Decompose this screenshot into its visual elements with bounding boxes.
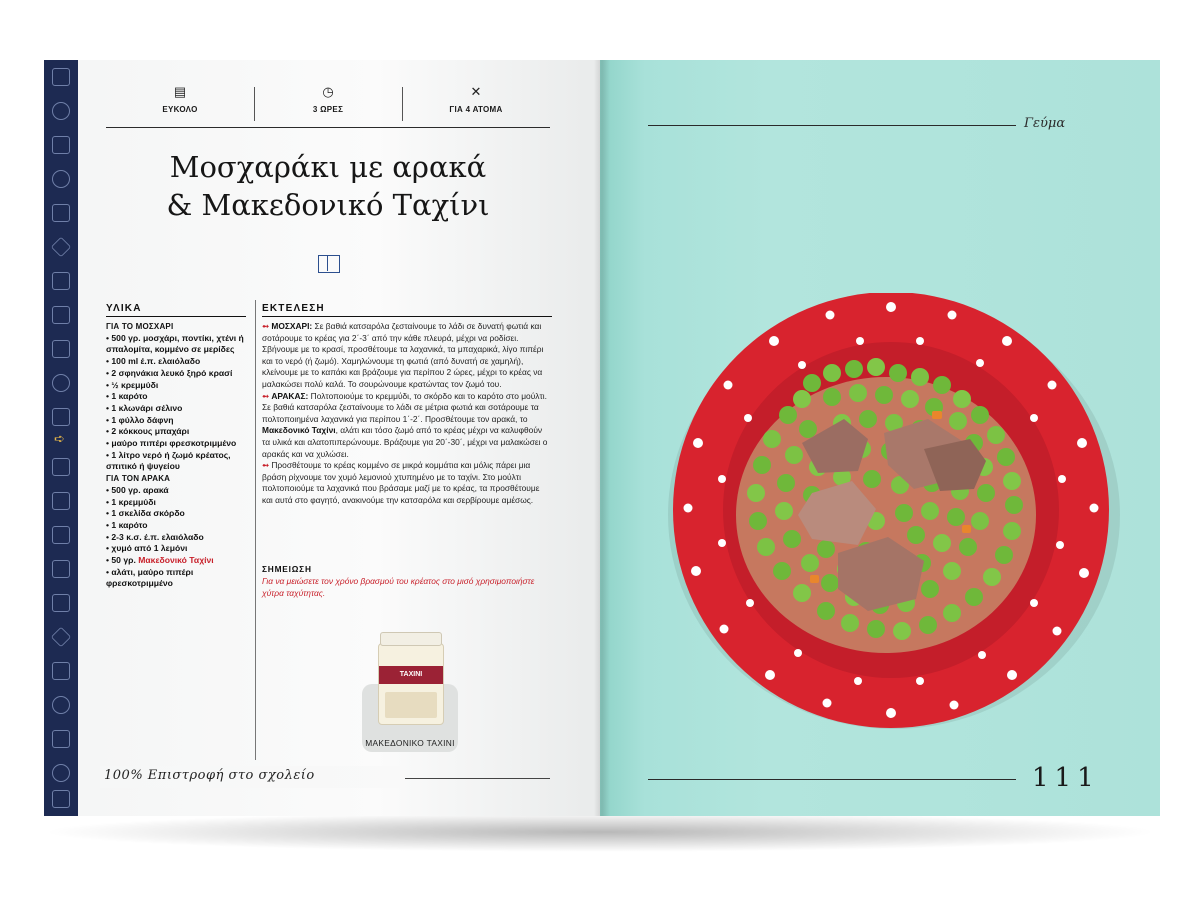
notebook-icon [52,492,70,510]
tahini-inline: Μακεδονικό Ταχίνι [262,425,336,436]
ingredient-item: • 100 ml έ.π. ελαιόλαδο [106,356,201,367]
difficulty-cell [106,83,254,125]
ingredient-item: • 500 γρ. αρακά [106,484,169,495]
arrow-icon: ➻ [262,460,270,471]
current-chapter-arrow-icon: ➪ [54,431,65,446]
execution-heading: ΕΚΤΕΛΕΣΗ [262,303,552,317]
ingredient-item: • 1 φύλλο δάφνη [106,414,174,425]
title-line-1: Μοσχαράκι με αρακά [169,150,487,184]
note-heading: ΣΗΜΕΙΩΣΗ [262,564,312,574]
apple-icon [52,374,70,392]
recipe-title [106,148,550,224]
graduation-cap-icon [52,204,70,222]
step-text: , αλάτι και τόσο ζωμό από το κρέας μέχρι να καλυφθούν τα υλικά και αλατοπιπερώνουμε. Βράζουμε για 20΄-30΄, μέχρι να μαλακώσει ο αρακάς και να χυλώσει. [262,425,548,459]
ingredient-item: • 2 σφηνάκια λευκό ξηρό κρασί [106,367,233,378]
ingredients-group-heading: ΓΙΑ ΤΟΝ ΑΡΑΚΑ [106,474,171,484]
oven-icon: ▤ [173,84,187,99]
cutlery-icon: ✕ [470,84,482,99]
chapter-sidebar [44,60,78,816]
column-divider [255,300,256,760]
ingredients-list [106,321,254,590]
ingredient-item-tahini [106,555,254,567]
book-icon [52,594,70,612]
notebook-icon [52,272,70,290]
recipe-meta-row [106,83,550,128]
plate-photo [662,293,1122,729]
time-label: 3 ΩΡΕΣ [312,105,344,114]
jar-label-text: ΤΑΧΙΝΙ [399,671,423,678]
board-icon [52,340,70,358]
ingredient-item: • 2-3 κ.σ. έ.π. ελαιόλαδο [106,531,204,542]
page-shadow [40,812,1160,852]
calendar-icon [52,68,70,86]
ingredient-item: • 2 κόκκους μπαχάρι [106,426,190,437]
step-paragraph [262,321,552,391]
section-word: Γεύμα [1024,116,1066,131]
tahini-prefix: • 50 γρ. [106,555,139,566]
lightbulb-icon [52,102,70,120]
step-label: ΜΟΣΧΑΡΙ: [271,321,313,331]
tahini-jar-image [378,632,442,724]
pencil-icon [51,627,71,647]
jar-body [378,643,444,725]
arrow-icon: ➻ [262,390,270,401]
execution-text [262,321,552,507]
jar-lid [380,632,442,646]
jar-label-band [379,666,443,684]
apple-icon [52,170,70,188]
book-spine [594,60,610,816]
header-rule [648,125,1016,126]
timer-icon: ◷ [322,84,334,99]
open-book-icon [318,255,340,273]
footer-rule-right [648,779,1016,780]
pencil-icon [51,237,71,257]
ingredient-item: • ½ κρεμμύδι [106,379,159,390]
step-paragraph [262,460,552,506]
ingredient-item: • 1 κρεμμύδι [106,496,156,507]
ruler-icon [52,408,70,426]
footer-slogan: 100% Επιστροφή στο σχολείο [104,768,315,783]
step-label: ΑΡΑΚΑΣ: [271,390,309,401]
step-text: Προσθέτουμε το κρέας κομμένο σε μικρά κομμάτια και μόλις πάρει μια βράση ρίχνουμε τον χυμό λεμονιού χτυπημένο με το ταχίνι. Στο μούλτι πολτοποιούμε τα λαχανικά που βράσαμε μαζί με το κρέας, τα προσθέτουμε και αυτά στο φαγητό, ανακινούμε την κατσαρόλα και σερβίρουμε αμέσως. [262,460,540,505]
ingredient-item: • αλάτι, μαύρο πιπέρι φρεσκοτριμμένο [106,566,194,589]
product-label: ΜΑΚΕΔΟΝΙΚΟ ΤΑΧΙΝΙ [365,738,455,748]
ingredients-heading: ΥΛΙΚΑ [106,303,246,317]
step-paragraph [262,391,552,461]
ingredient-item: • 1 καρότο [106,391,148,402]
backpack-icon [52,458,70,476]
calendar-icon [52,790,70,808]
ingredients-group-heading: ΓΙΑ ΤΟ ΜΟΣΧΑΡΙ [106,322,174,331]
monitor-icon [52,730,70,748]
servings-label: ΓΙΑ 4 ΑΤΟΜΑ [449,105,503,114]
jar-lower-label [385,692,437,718]
ingredient-item: • 1 λίτρο νερό ή ζωμό κρέατος, σπιτικό ή ψυγείου [106,449,231,472]
book-icon [52,306,70,324]
servings-cell [402,83,550,125]
monitor-icon [52,136,70,154]
graduation-cap-icon [52,662,70,680]
ingredient-item: • 500 γρ. μοσχάρι, ποντίκι, χτένι ή σπαλομίτα, κομμένο σε μερίδες [106,332,244,355]
ingredient-item: • χυμό από 1 λεμόνι [106,543,188,554]
calculator-icon [52,526,70,544]
ingredient-item: • 1 κλωνάρι σέλινο [106,402,183,413]
ingredient-item: • μαύρο πιπέρι φρεσκοτριμμένο [106,438,237,449]
tahini-product-name: Μακεδονικό Ταχίνι [138,555,214,566]
step-text: Πολτοποιούμε το κρεμμύδι, το σκόρδο και το καρότο στο μούλτι. Σε βαθιά κατσαρόλα ζεσταίνουμε το λάδι σε μέτρια φωτιά και σοτάρουμε τα πολτοποιημένα λαχανικά για περίπου 1΄-2΄. Προσθέτουμε τον αρακά, το [262,390,547,424]
lightbulb-icon [52,764,70,782]
page-number: 111 [1032,763,1100,793]
apple-icon [52,696,70,714]
difficulty-label: ΕΥΚΟΛΟ [162,105,198,114]
ingredient-item: • 1 σκελίδα σκόρδο [106,508,185,519]
title-line-2: & Μακεδονικό Ταχίνι [166,188,490,222]
time-cell [254,83,402,125]
ingredient-item: • 1 καρότο [106,519,148,530]
board-icon [52,560,70,578]
step-text: Σε βαθιά κατσαρόλα ζεσταίνουμε το λάδι σε δυνατή φωτιά και σοτάρουμε το κρέας για 2΄-3΄ από την κάθε πλευρά, μέχρι να ροδίσει. Σβήνουμε με το κρασί, προσθέτουμε τα λαχανικά, τα μπαχαρικά, λίγο πιπέρι και το νερό (ή ζωμό). Χαμηλώνουμε τη φωτιά (από δυνατή σε χαμηλή), κλείνουμε με το καπάκι και βράζουμε για περίπου 2 ώρες, μέχρι το κρέας να μαλακώσει πολύ καλά. Το σουρώνουμε κρατώντας τον ζωμό του. [262,321,544,389]
arrow-icon: ➻ [262,321,270,331]
note-text: Για να μειώσετε τον χρόνο βρασμού του κρέατος στο μισό χρησιμοποιήστε χύτρα ταχύτητας. [262,576,535,598]
